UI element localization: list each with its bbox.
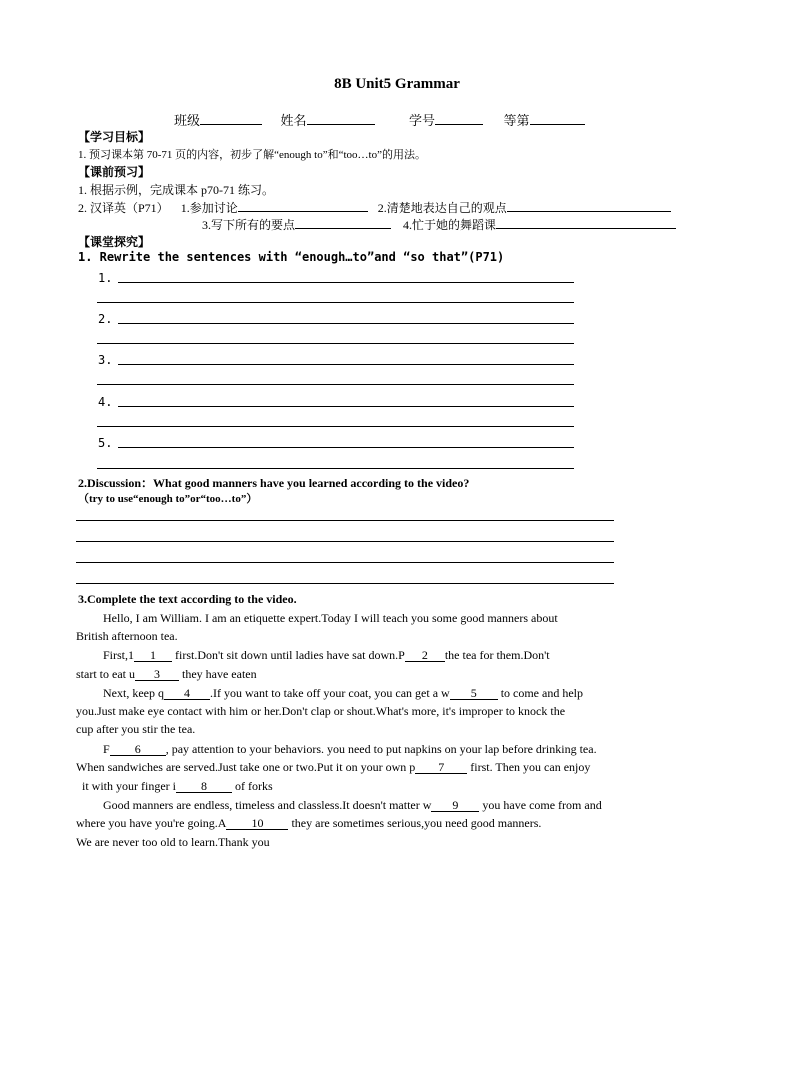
text-segment: , pay attention to your behaviors. you need to put napkins on your lap before drinking tea. — [165, 742, 597, 756]
question-2-title: 2.Discussion：What good manners have you learned according to the video? — [78, 476, 470, 490]
phrase-4-label: 4.忙于她的舞蹈课 — [403, 218, 497, 232]
class-label: 班级 — [174, 113, 201, 128]
text-segment: the tea for them.Don't — [444, 648, 550, 662]
blank-3[interactable]: 3 — [135, 668, 179, 681]
text-segment: F — [103, 742, 110, 756]
student-info-row — [174, 110, 585, 129]
passage-line-1: Hello, I am William. I am an etiquette expert.Today I will teach you some good manners about — [103, 611, 558, 625]
phrase-3-field[interactable] — [295, 216, 391, 229]
preview-heading: 【课前预习】 — [78, 165, 151, 179]
rewrite-line-3b[interactable] — [97, 384, 574, 385]
passage-line-7: cup after you stir the tea. — [76, 722, 196, 736]
grade-label: 等第 — [503, 113, 530, 128]
explore-heading: 【课堂探究】 — [78, 235, 151, 249]
phrase-2-label: 2.清楚地表达自己的观点 — [377, 201, 507, 215]
text-segment: When sandwiches are served.Just take one or two.Put it on your own p — [76, 760, 416, 774]
rewrite-line-1a[interactable] — [118, 282, 574, 283]
passage-line-4 — [76, 667, 257, 682]
rewrite-number-5: 5. — [98, 436, 113, 450]
discussion-line-3[interactable] — [76, 562, 614, 563]
text-segment: .If you want to take off your coat, you can get a w — [209, 686, 450, 700]
phrase-4-field[interactable] — [496, 216, 676, 229]
passage-line-13: We are never too old to learn.Thank you — [76, 835, 270, 849]
class-field[interactable] — [200, 112, 262, 125]
rewrite-line-3a[interactable] — [118, 364, 574, 365]
preview-item-2 — [78, 199, 671, 216]
blank-4[interactable]: 4 — [164, 687, 210, 700]
text-segment: first. Then you can enjoy — [467, 760, 591, 774]
passage-line-10 — [82, 779, 273, 794]
blank-6[interactable]: 6 — [110, 743, 166, 756]
rewrite-line-2a[interactable] — [118, 323, 574, 324]
question-1: 1. Rewrite the sentences with “enough…to”and “so that”(P71) — [78, 250, 505, 264]
discussion-line-4[interactable] — [76, 583, 614, 584]
text-segment: it with your finger i — [82, 779, 176, 793]
goals-heading: 【学习目标】 — [78, 130, 151, 144]
passage-line-11 — [103, 798, 602, 813]
id-field[interactable] — [435, 112, 483, 125]
text-segment: you have come from and — [479, 798, 602, 812]
rewrite-line-4b[interactable] — [97, 426, 574, 427]
name-label: 姓名 — [280, 113, 307, 128]
rewrite-line-5b[interactable] — [97, 468, 574, 469]
rewrite-line-2b[interactable] — [97, 343, 574, 344]
rewrite-number-1: 1. — [98, 271, 113, 285]
rewrite-number-4: 4. — [98, 395, 113, 409]
text-segment: to come and help — [497, 686, 583, 700]
passage-line-6: you.Just make eye contact with him or her.Don't clap or shout.What's more, it's improper to knock the — [76, 704, 566, 718]
blank-8[interactable]: 8 — [176, 780, 232, 793]
passage-line-8 — [103, 742, 597, 757]
passage-line-9 — [76, 760, 590, 775]
text-segment: Next, keep q — [103, 686, 164, 700]
rewrite-line-4a[interactable] — [118, 406, 574, 407]
text-segment: first.Don't sit down until ladies have sat down.P — [175, 648, 405, 662]
blank-2[interactable]: 2 — [405, 649, 445, 662]
text-segment: they have eaten — [178, 667, 257, 681]
preview-item-1: 1. 根据示例，完成课本 p70-71 练习。 — [78, 183, 274, 197]
text-segment: of forks — [231, 779, 273, 793]
grade-field[interactable] — [530, 112, 585, 125]
blank-9[interactable]: 9 — [431, 799, 479, 812]
text-segment: where you have you're going.A — [76, 816, 227, 830]
blank-1[interactable]: 1 — [134, 649, 172, 662]
phrase-2-field[interactable] — [507, 199, 671, 212]
preview-item-2-row-2 — [202, 216, 676, 233]
rewrite-line-5a[interactable] — [118, 447, 574, 448]
question-3-title: 3.Complete the text according to the video. — [78, 592, 297, 606]
name-field[interactable] — [307, 112, 375, 125]
passage-line-5 — [103, 686, 583, 701]
passage-line-12 — [76, 816, 541, 831]
blank-7[interactable]: 7 — [415, 761, 467, 774]
text-segment: Good manners are endless, timeless and classless.It doesn't matter w — [103, 798, 432, 812]
rewrite-number-3: 3. — [98, 353, 113, 367]
preview-item-2-prefix: 2. 汉译英（P71） — [78, 201, 169, 215]
passage-line-2: British afternoon tea. — [76, 629, 178, 643]
question-2-hint: （try to use“enough to”or“too…to”） — [78, 493, 258, 505]
rewrite-number-2: 2. — [98, 312, 113, 326]
id-label: 学号 — [409, 113, 436, 128]
passage-line-3 — [103, 648, 550, 663]
text-segment: they are sometimes serious,you need good manners. — [288, 816, 542, 830]
blank-5[interactable]: 5 — [450, 687, 498, 700]
blank-10[interactable]: 10 — [226, 817, 288, 830]
discussion-line-1[interactable] — [76, 520, 614, 521]
discussion-line-2[interactable] — [76, 541, 614, 542]
text-segment: start to eat u — [76, 667, 135, 681]
phrase-1-field[interactable] — [238, 199, 368, 212]
phrase-1-label: 1.参加讨论 — [180, 201, 238, 215]
rewrite-line-1b[interactable] — [97, 302, 574, 303]
phrase-3-label: 3.写下所有的要点 — [202, 218, 296, 232]
text-segment: First,1 — [103, 648, 135, 662]
page-title: 8B Unit5 Grammar — [334, 76, 460, 92]
goals-item-1: 1. 预习课本第 70-71 页的内容，初步了解“enough to”和“too…to”的用法。 — [78, 149, 426, 161]
